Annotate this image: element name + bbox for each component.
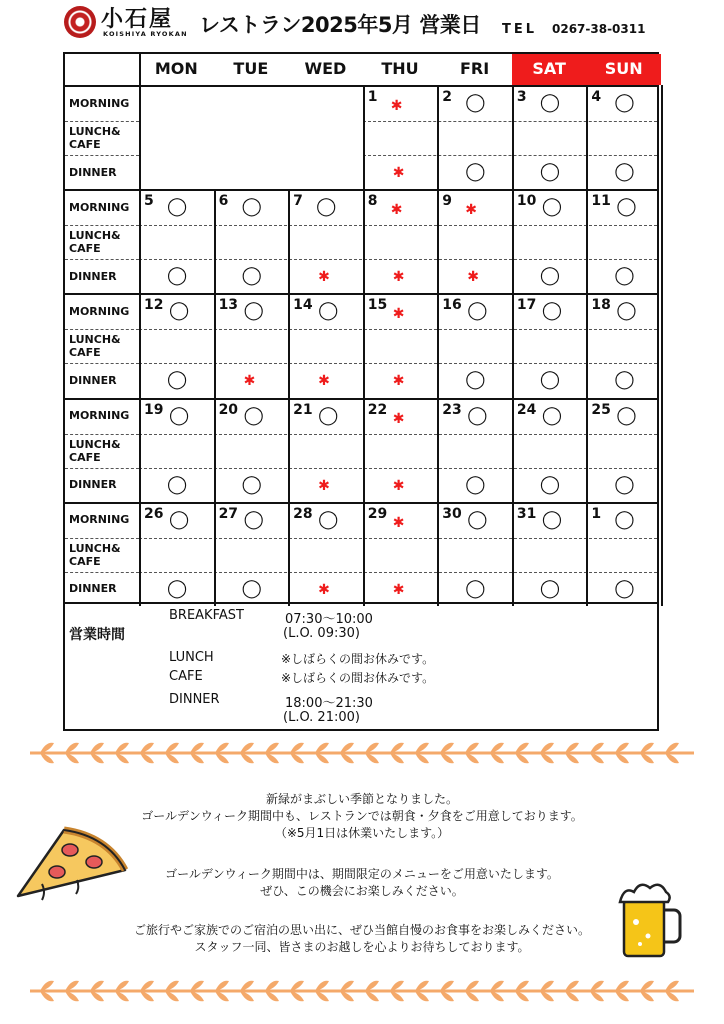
open-mark-morning: ◯ — [541, 404, 562, 426]
day-number: 28 — [293, 505, 313, 522]
open-mark-morning: ◯ — [318, 404, 339, 426]
breakfast-time: 07:30～10:00 — [285, 612, 373, 627]
breakfast-label: BREAKFAST — [169, 608, 244, 623]
open-mark-dinner: ◯ — [614, 369, 635, 391]
cafe-label: CAFE — [169, 669, 203, 684]
open-mark-morning: ◯ — [318, 508, 339, 530]
row-divider-lunch — [139, 434, 657, 435]
open-mark-dinner: ◯ — [465, 369, 486, 391]
tel-label: TEL — [502, 22, 538, 37]
day-number: 26 — [144, 505, 164, 522]
day-number: 10 — [516, 193, 537, 210]
day-number: 20 — [218, 401, 239, 418]
column-divider — [363, 398, 365, 502]
day-number: 17 — [516, 297, 537, 314]
open-mark-morning: ◯ — [169, 404, 190, 426]
column-divider — [139, 189, 141, 293]
column-divider — [288, 293, 290, 397]
week-divider — [65, 189, 657, 191]
label-divider-lunch — [65, 329, 139, 330]
open-mark-morning: ◯ — [169, 508, 190, 530]
closed-mark-dinner: ✱ — [318, 373, 330, 390]
page-title: レストラン2025年5月 営業日 — [199, 13, 481, 37]
open-mark-morning: ◯ — [243, 508, 264, 530]
open-mark-dinner: ◯ — [539, 161, 560, 182]
open-mark-dinner: ◯ — [465, 161, 486, 182]
lunch-note: ※しばらくの間お休みです。 — [281, 652, 435, 666]
vine-divider-bottom — [30, 979, 694, 1003]
column-divider — [139, 398, 141, 502]
label-divider-dinner — [65, 259, 139, 260]
day-number: 25 — [591, 401, 611, 418]
column-divider — [214, 398, 216, 502]
day-number: 5 — [144, 193, 154, 210]
day-number: 21 — [293, 401, 313, 418]
column-divider — [139, 293, 141, 397]
open-mark-dinner: ◯ — [539, 369, 560, 391]
weekday-fri: FRI — [459, 59, 490, 78]
closed-mark-morning: ✱ — [390, 202, 403, 219]
message-line-6: ご旅行やご家族でのご宿泊の思い出に、ぜひ当館自慢のお食事をお楽しみください。 — [133, 923, 590, 937]
open-mark-morning: ◯ — [243, 404, 264, 426]
day-number: 22 — [367, 401, 388, 418]
open-mark-morning: ◯ — [614, 92, 635, 113]
open-mark-dinner: ◯ — [539, 473, 560, 495]
closed-mark-morning: ✱ — [392, 514, 405, 531]
day-number: 16 — [442, 297, 462, 314]
day-number: 7 — [293, 193, 303, 210]
column-divider — [512, 502, 514, 606]
breakfast-last-order: (L.O. 09:30) — [283, 626, 360, 641]
day-number: 29 — [367, 505, 388, 522]
meal-label-morning: MORNING — [69, 513, 130, 527]
open-mark-dinner: ◯ — [539, 265, 560, 287]
page-header — [0, 0, 724, 52]
logo-emblem-icon — [64, 6, 96, 38]
meal-label-dinner: DINNER — [69, 373, 117, 387]
row-divider-dinner — [139, 572, 657, 573]
header-divider — [65, 85, 657, 87]
closed-mark-dinner: ✱ — [392, 165, 405, 181]
column-divider — [586, 85, 588, 189]
row-divider-dinner — [139, 259, 657, 260]
closed-mark-dinner: ✱ — [318, 581, 330, 598]
label-divider-lunch — [65, 538, 139, 539]
tel-number: 0267-38-0311 — [552, 22, 646, 36]
day-number: 13 — [218, 297, 239, 314]
column-divider — [363, 293, 365, 397]
closed-mark-dinner: ✱ — [392, 477, 405, 494]
meal-label-morning: MORNING — [69, 409, 130, 423]
meal-label-lunch-cafe: LUNCH& CAFE — [69, 229, 121, 256]
column-divider — [437, 85, 439, 189]
week-divider — [65, 293, 657, 295]
weekday-sat: SAT — [512, 54, 587, 85]
meal-label-dinner: DINNER — [69, 269, 117, 283]
column-divider — [512, 293, 514, 397]
day-number: 24 — [516, 401, 537, 418]
open-mark-morning: ◯ — [467, 508, 488, 530]
week-divider — [65, 502, 657, 504]
dinner-label: DINNER — [169, 692, 220, 707]
day-number: 4 — [591, 89, 602, 105]
column-divider — [586, 502, 588, 606]
column-divider — [363, 85, 365, 189]
message-line-5: ぜひ、この機会にお楽しみください。 — [260, 884, 464, 898]
logo-subtitle: KOISHIYA RYOKAN — [103, 30, 188, 38]
column-divider — [214, 189, 216, 293]
day-number: 14 — [293, 297, 313, 314]
column-divider — [363, 502, 365, 606]
column-divider — [586, 398, 588, 502]
closed-mark-morning: ✱ — [465, 202, 477, 219]
meal-label-lunch-cafe: LUNCH& CAFE — [69, 437, 121, 464]
closed-mark-morning: ✱ — [392, 410, 405, 427]
day-number: 8 — [367, 193, 378, 210]
open-mark-dinner: ◯ — [167, 473, 188, 495]
day-number: 15 — [367, 297, 388, 314]
open-mark-morning: ◯ — [616, 196, 637, 218]
open-mark-morning: ◯ — [541, 196, 562, 218]
column-divider — [512, 398, 514, 502]
meal-label-dinner: DINNER — [69, 165, 117, 179]
meal-label-dinner: DINNER — [69, 582, 117, 596]
meal-label-lunch-cafe: LUNCH& CAFE — [69, 333, 121, 360]
open-mark-dinner: ◯ — [539, 577, 560, 599]
open-mark-morning: ◯ — [614, 508, 635, 530]
day-number: 27 — [218, 505, 239, 522]
meal-label-dinner: DINNER — [69, 478, 117, 492]
closed-mark-dinner: ✱ — [392, 581, 405, 598]
open-mark-morning: ◯ — [243, 300, 264, 322]
open-mark-dinner: ◯ — [167, 265, 188, 287]
open-mark-morning: ◯ — [167, 196, 188, 218]
weekday-wed: WED — [304, 59, 347, 78]
row-divider-lunch — [139, 225, 657, 226]
column-divider — [288, 398, 290, 502]
open-mark-morning: ◯ — [541, 508, 562, 530]
row-divider-dinner — [139, 363, 657, 364]
row-divider-lunch — [363, 121, 657, 122]
column-divider — [512, 85, 514, 189]
closed-mark-dinner: ✱ — [392, 269, 405, 286]
message-line-7: スタッフ一同、皆さまのお越しを心よりお待ちしております。 — [194, 940, 530, 954]
column-divider — [214, 502, 216, 606]
message-line-3: （※5月1日は休業いたします。） — [274, 826, 450, 840]
column-divider — [288, 502, 290, 606]
column-divider — [437, 502, 439, 606]
day-number: 3 — [516, 89, 527, 105]
message-line-4: ゴールデンウィーク期間中は、期間限定のメニューをご用意いたします。 — [165, 867, 559, 881]
row-divider-dinner — [363, 155, 657, 156]
column-divider — [363, 189, 365, 293]
open-mark-dinner: ◯ — [465, 473, 486, 495]
column-divider — [661, 502, 663, 606]
pizza-icon — [12, 822, 130, 904]
meal-label-lunch-cafe: LUNCH& CAFE — [69, 125, 121, 151]
closed-mark-morning: ✱ — [390, 98, 403, 114]
weekday-tue: TUE — [233, 59, 269, 78]
open-mark-dinner: ◯ — [241, 473, 262, 495]
day-number: 30 — [442, 505, 462, 522]
column-divider — [437, 293, 439, 397]
row-divider-lunch — [139, 538, 657, 539]
closed-mark-morning: ✱ — [392, 306, 405, 323]
column-divider — [661, 85, 663, 189]
open-mark-morning: ◯ — [467, 300, 488, 322]
meal-label-lunch-cafe: LUNCH& CAFE — [69, 541, 121, 568]
label-divider-dinner — [65, 572, 139, 573]
open-mark-dinner: ◯ — [167, 577, 188, 599]
dinner-last-order: (L.O. 21:00) — [283, 710, 360, 725]
column-divider — [661, 189, 663, 293]
hours-title: 営業時間 — [69, 627, 125, 643]
column-divider — [586, 189, 588, 293]
dinner-time: 18:00～21:30 — [285, 696, 373, 711]
meal-label-morning: MORNING — [69, 96, 130, 110]
open-mark-dinner: ◯ — [465, 577, 486, 599]
column-divider — [661, 293, 663, 397]
column-divider — [437, 189, 439, 293]
calendar-table — [63, 52, 659, 604]
open-mark-morning: ◯ — [169, 300, 190, 322]
lunch-label: LUNCH — [169, 650, 214, 665]
day-number: 19 — [144, 401, 164, 418]
label-divider-dinner — [65, 155, 139, 156]
open-mark-morning: ◯ — [616, 404, 637, 426]
weekday-sun: SUN — [586, 54, 661, 85]
open-mark-morning: ◯ — [316, 196, 337, 218]
meal-label-morning: MORNING — [69, 200, 130, 214]
open-mark-morning: ◯ — [541, 300, 562, 322]
closed-mark-dinner: ✱ — [318, 477, 330, 494]
closed-mark-dinner: ✱ — [467, 269, 479, 286]
open-mark-dinner: ◯ — [167, 369, 188, 391]
day-number: 11 — [591, 193, 611, 210]
column-divider — [437, 398, 439, 502]
meal-label-morning: MORNING — [69, 304, 130, 318]
column-divider — [288, 189, 290, 293]
open-mark-dinner: ◯ — [241, 265, 262, 287]
label-divider-lunch — [65, 121, 139, 122]
open-mark-dinner: ◯ — [614, 161, 635, 182]
business-hours — [63, 604, 659, 731]
open-mark-morning: ◯ — [318, 300, 339, 322]
column-divider — [139, 502, 141, 606]
day-number: 31 — [516, 505, 537, 522]
label-divider-dinner — [65, 363, 139, 364]
closed-mark-dinner: ✱ — [318, 269, 330, 286]
open-mark-dinner: ◯ — [614, 577, 635, 599]
open-mark-morning: ◯ — [467, 404, 488, 426]
open-mark-morning: ◯ — [616, 300, 637, 322]
column-divider — [661, 398, 663, 502]
vine-divider-top — [30, 741, 694, 765]
open-mark-dinner: ◯ — [614, 473, 635, 495]
row-divider-lunch — [139, 329, 657, 330]
logo-name: 小石屋 — [101, 6, 174, 32]
column-divider — [512, 189, 514, 293]
week-divider — [65, 398, 657, 400]
day-number: 18 — [591, 297, 611, 314]
open-mark-morning: ◯ — [241, 196, 262, 218]
day-number: 2 — [442, 89, 453, 105]
column-divider — [586, 293, 588, 397]
weekday-thu: THU — [381, 59, 419, 78]
open-mark-morning: ◯ — [465, 92, 486, 113]
column-divider — [214, 293, 216, 397]
day-number: 1 — [367, 89, 378, 105]
day-number: 23 — [442, 401, 462, 418]
day-number: 1 — [591, 505, 602, 522]
open-mark-dinner: ◯ — [614, 265, 635, 287]
column-divider — [139, 54, 141, 189]
weekday-mon: MON — [154, 59, 198, 78]
closed-mark-dinner: ✱ — [392, 373, 405, 390]
open-mark-morning: ◯ — [539, 92, 560, 113]
closed-mark-dinner: ✱ — [243, 373, 256, 390]
day-number: 9 — [442, 193, 453, 210]
message-line-2: ゴールデンウィーク期間中も、レストランでは朝食・夕食をご用意しております。 — [141, 809, 583, 823]
label-divider-lunch — [65, 434, 139, 435]
beer-mug-icon — [618, 880, 686, 960]
label-divider-dinner — [65, 468, 139, 469]
day-number: 6 — [218, 193, 229, 210]
cafe-note: ※しばらくの間お休みです。 — [281, 671, 435, 685]
day-number: 12 — [144, 297, 164, 314]
label-divider-lunch — [65, 225, 139, 226]
open-mark-dinner: ◯ — [241, 577, 262, 599]
row-divider-dinner — [139, 468, 657, 469]
message-line-1: 新緑がまぶしい季節となりました。 — [265, 792, 458, 806]
